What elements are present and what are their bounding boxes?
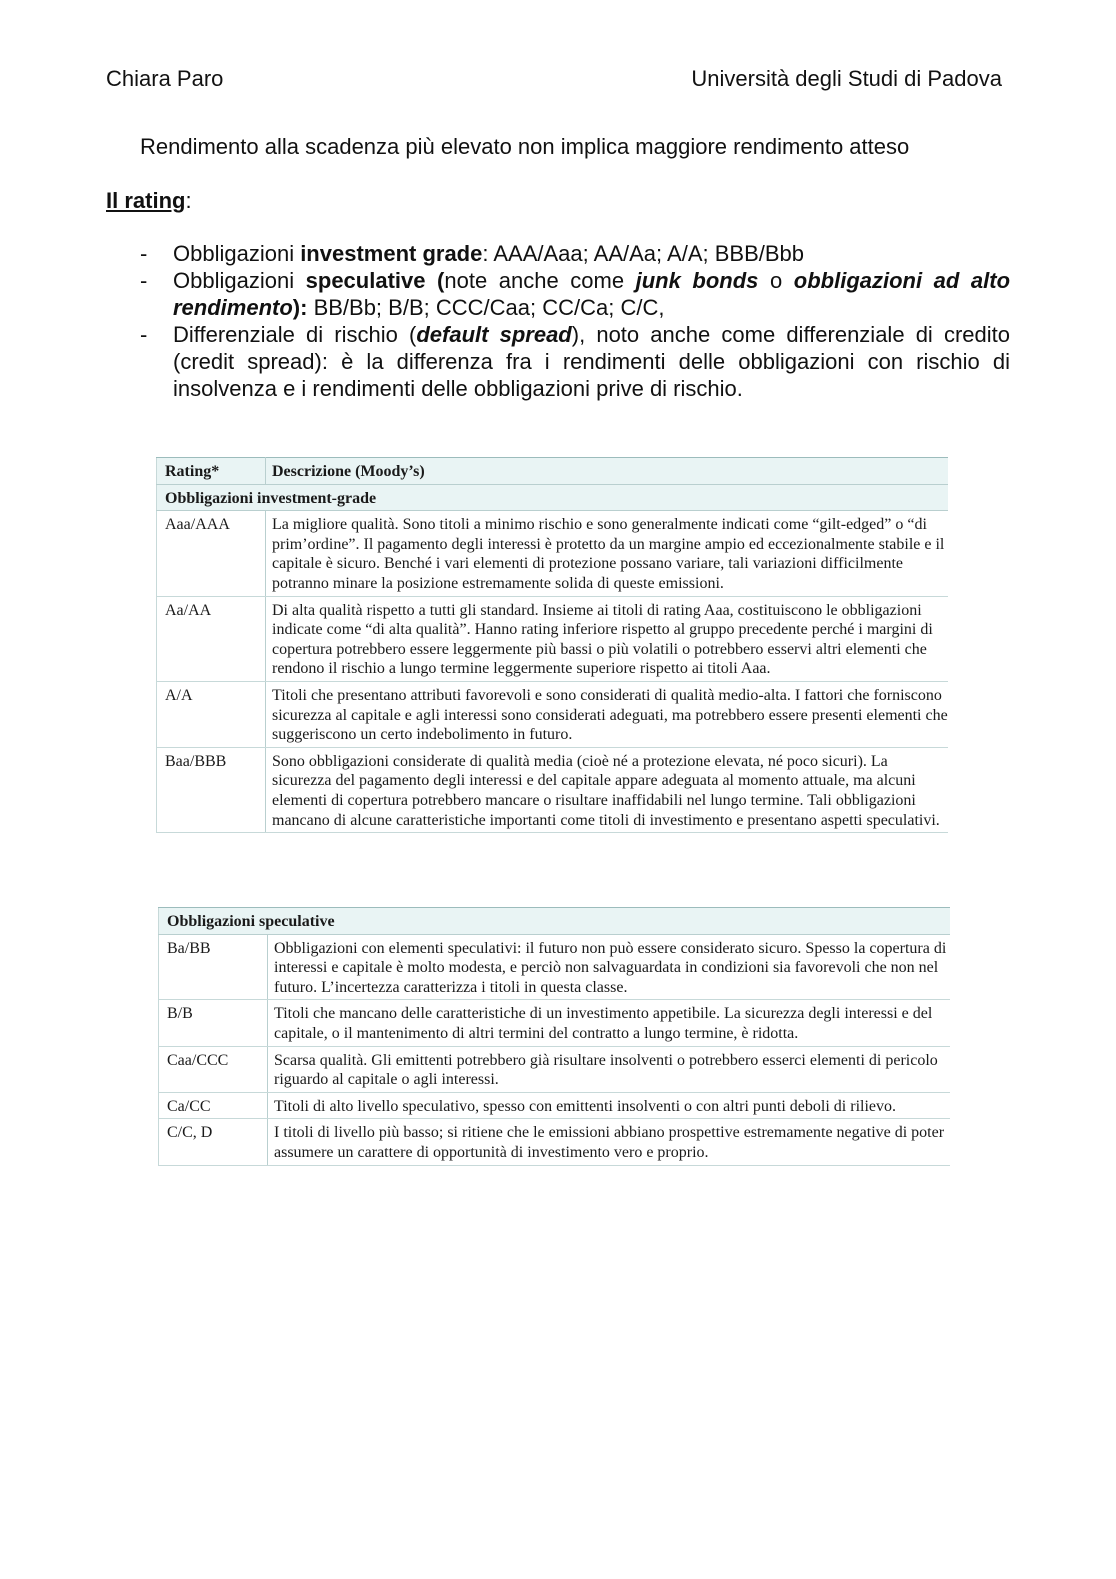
- rating-cell: Aaa/AAA: [157, 511, 266, 596]
- text-run: ), noto anche come differenziale di credito (credit spread): è la differenza fra i rendimenti delle obbligazioni con rischio di insolvenza e i rendimenti delle obbligazioni prive di rischio.: [173, 322, 1010, 401]
- table-row: [159, 934, 951, 1000]
- table-row: [159, 1092, 951, 1119]
- rating-table-speculative: [158, 907, 950, 1166]
- rating-cell: Baa/BBB: [157, 747, 266, 832]
- text-run: Differenziale di rischio (: [173, 322, 417, 347]
- group-label: Obbligazioni speculative: [159, 908, 951, 935]
- rating-cell: Ca/CC: [159, 1092, 268, 1119]
- rating-cell: A/A: [157, 681, 266, 747]
- bullet-dash: -: [140, 322, 148, 347]
- bullet-text: [173, 240, 1010, 267]
- description-cell: La migliore qualità. Sono titoli a minimo rischio e sono generalmente indicati come “gilt-edged” o “di prim’ordine”. Il pagamento degli interessi è protetto da un margine ampio ed eccezionalmente stabile e il capitale è sicuro. Benché i vari elementi di protezione possano variare, tali variazioni difficilmente potranno minare la posizione estremamente solida di queste emissioni.: [266, 511, 949, 596]
- description-cell: Obbligazioni con elementi speculativi: il futuro non può essere considerato sicuro. Spesso la copertura di interessi e capitale è molto modesta, e perciò non salvaguardata in condizioni sia favorevoli che non nel futuro. L’incertezza caratterizza i titoli in questa classe.: [268, 934, 951, 1000]
- section-title: [106, 188, 192, 214]
- text-run-bold: investment grade: [300, 241, 483, 266]
- table-row: [159, 1119, 951, 1165]
- university-name: Università degli Studi di Padova: [691, 66, 1002, 91]
- bullet-dash: -: [140, 241, 148, 266]
- section-title-text: Il rating: [106, 188, 186, 213]
- text-run: Obbligazioni: [173, 241, 301, 266]
- bullet-dash: -: [140, 268, 148, 293]
- intro-sentence: Rendimento alla scadenza più elevato non implica maggiore rendimento atteso: [140, 134, 910, 159]
- text-run-bold-italic: default spread: [416, 322, 572, 347]
- table-row: [157, 747, 949, 832]
- table-row: [157, 511, 949, 596]
- list-item: [106, 321, 1010, 402]
- description-cell: I titoli di livello più basso; si ritiene che le emissioni abbiano prospettive estremamente negative di poter assumere un carattere di opportunità di investimento vero e proprio.: [268, 1119, 951, 1165]
- description-cell: Titoli di alto livello speculativo, spesso con emittenti insolventi o con altri punti deboli di rilievo.: [268, 1092, 951, 1119]
- text-run-bold-italic: obbligazioni ad alto rendimento: [173, 268, 1011, 320]
- section-title-colon: :: [185, 188, 192, 213]
- text-run: o: [758, 268, 794, 293]
- column-header-description: Descrizione (Moody’s): [266, 458, 949, 485]
- text-run: BB/Bb; B/B; CCC/Caa; CC/Ca; C/C,: [307, 295, 665, 320]
- text-run-bold: ):: [292, 295, 308, 320]
- rating-cell: Aa/AA: [157, 596, 266, 681]
- bullet-text: [173, 267, 1010, 321]
- text-run: note anche come: [444, 268, 636, 293]
- table-row: [157, 681, 949, 747]
- rating-cell: C/C, D: [159, 1119, 268, 1165]
- text-run: : AAA/Aaa; AA/Aa; A/A; BBB/Bbb: [482, 241, 805, 266]
- text-run-bold-italic: junk bonds: [635, 268, 759, 293]
- table-header-row: [157, 458, 949, 485]
- description-cell: Titoli che mancano delle caratteristiche di un investimento appetibile. La sicurezza degli interessi e del capitale, o il mantenimento di altri termini del contratto a lungo termine, è ridotta.: [268, 1000, 951, 1046]
- text-run-bold: speculative (: [305, 268, 445, 293]
- table-row: [159, 1000, 951, 1046]
- description-cell: Titoli che presentano attributi favorevoli e sono considerati di qualità medio-alta. I fattori che forniscono sicurezza al capitale e agli interessi sono considerati adeguati, ma potrebbero essere presenti elementi che suggeriscono un certo indebolimento in futuro.: [266, 681, 949, 747]
- list-item: [106, 267, 1010, 321]
- rating-cell: Ba/BB: [159, 934, 268, 1000]
- column-header-rating: Rating*: [157, 458, 266, 485]
- rating-cell: Caa/CCC: [159, 1046, 268, 1092]
- author-name: Chiara Paro: [106, 66, 224, 91]
- table-row: [157, 596, 949, 681]
- table-row: [159, 1046, 951, 1092]
- bullet-list: [106, 240, 1010, 402]
- rating-table-investment-grade: [156, 457, 948, 833]
- bullet-text: [173, 321, 1010, 402]
- description-cell: Sono obbligazioni considerate di qualità media (cioè né a protezione elevata, né poco sicuri). La sicurezza del pagamento degli interessi e del capitale appare adeguata al momento attuale, ma alcuni elementi di copertura potrebbero mancare o risultare inaffidabili nel lungo termine. Tali obbligazioni mancano di alcune caratteristiche importanti come titoli di investimento e presentano aspetti speculativi.: [266, 747, 949, 832]
- list-item: [106, 240, 1010, 267]
- rating-cell: B/B: [159, 1000, 268, 1046]
- text-run: Obbligazioni: [173, 268, 306, 293]
- description-cell: Di alta qualità rispetto a tutti gli standard. Insieme ai titoli di rating Aaa, costituiscono le obbligazioni indicate come “di alta qualità”. Hanno rating inferiore rispetto al gruppo precedente perché i margini di copertura potrebbero essere leggermente più bassi o più volatili o potrebbero esservi altri elementi che rendono il rischio a lungo termine leggermente superiore rispetto ai titoli Aaa.: [266, 596, 949, 681]
- table-group-row: [159, 908, 951, 935]
- group-label: Obbligazioni investment-grade: [157, 484, 949, 511]
- description-cell: Scarsa qualità. Gli emittenti potrebbero già risultare insolventi o potrebbero esserci elementi di pericolo riguardo al capitale o agli interessi.: [268, 1046, 951, 1092]
- table-group-row: [157, 484, 949, 511]
